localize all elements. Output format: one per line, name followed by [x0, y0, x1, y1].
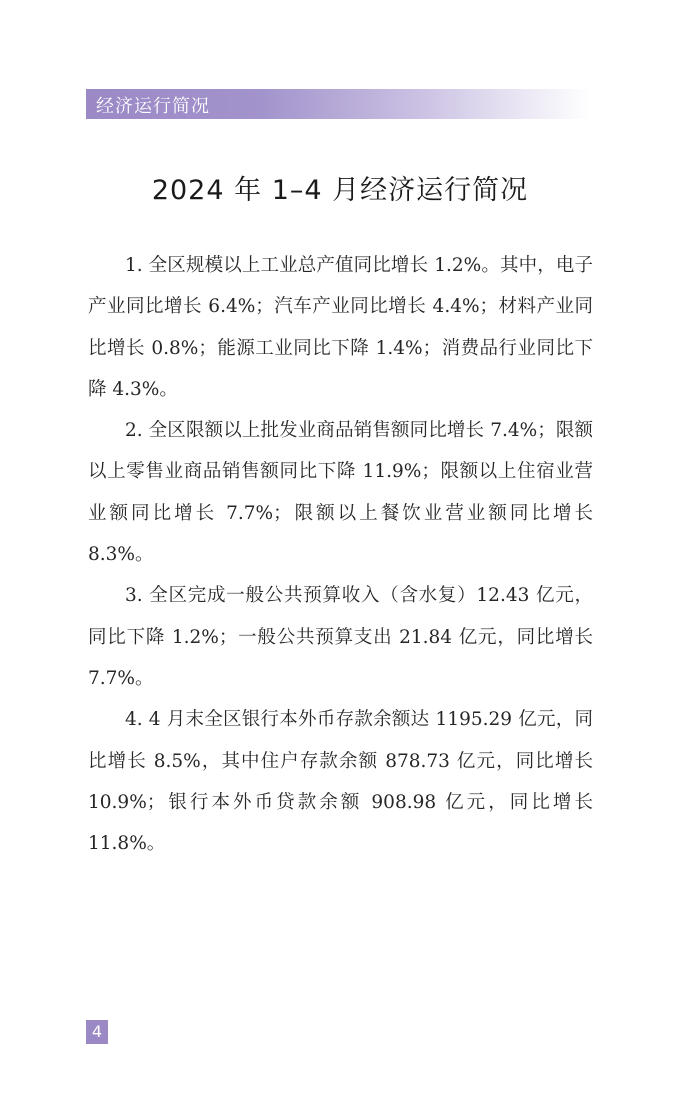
section-header-band — [86, 89, 590, 119]
paragraph-public-budget: 3. 全区完成一般公共预算收入（含水复）12.43 亿元，同比下降 1.2%；一般公共预算支出 21.84 亿元，同比增长 7.7%。 — [88, 585, 593, 689]
paragraph-industrial-output: 1. 全区规模以上工业总产值同比增长 1.2%。其中，电子产业同比增长 6.4%；汽车产业同比增长 4.4%；材料产业同比增长 0.8%；能源工业同比下降 1.4%；消费品行业同比下降 4.3%。 — [88, 255, 593, 400]
page-number: 4 — [86, 1020, 108, 1044]
paragraph-retail-sales: 2. 全区限额以上批发业商品销售额同比增长 7.4%；限额以上零售业商品销售额同比下降 11.9%；限额以上住宿业营业额同比增长 7.7%；限额以上餐饮业营业额同比增长 8.3%。 — [88, 420, 593, 566]
paragraph-bank-deposits: 4. 4 月末全区银行本外币存款余额达 1195.29 亿元，同比增长 8.5%，其中住户存款余额 878.73 亿元，同比增长 10.9%；银行本外币贷款余额 908.98 亿元，同比增长 11.8%。 — [88, 709, 593, 855]
document-body — [88, 245, 593, 864]
page-title: 2024 年 1–4 月经济运行简况 — [151, 175, 529, 206]
section-header-label: 经济运行简况 — [96, 96, 210, 117]
